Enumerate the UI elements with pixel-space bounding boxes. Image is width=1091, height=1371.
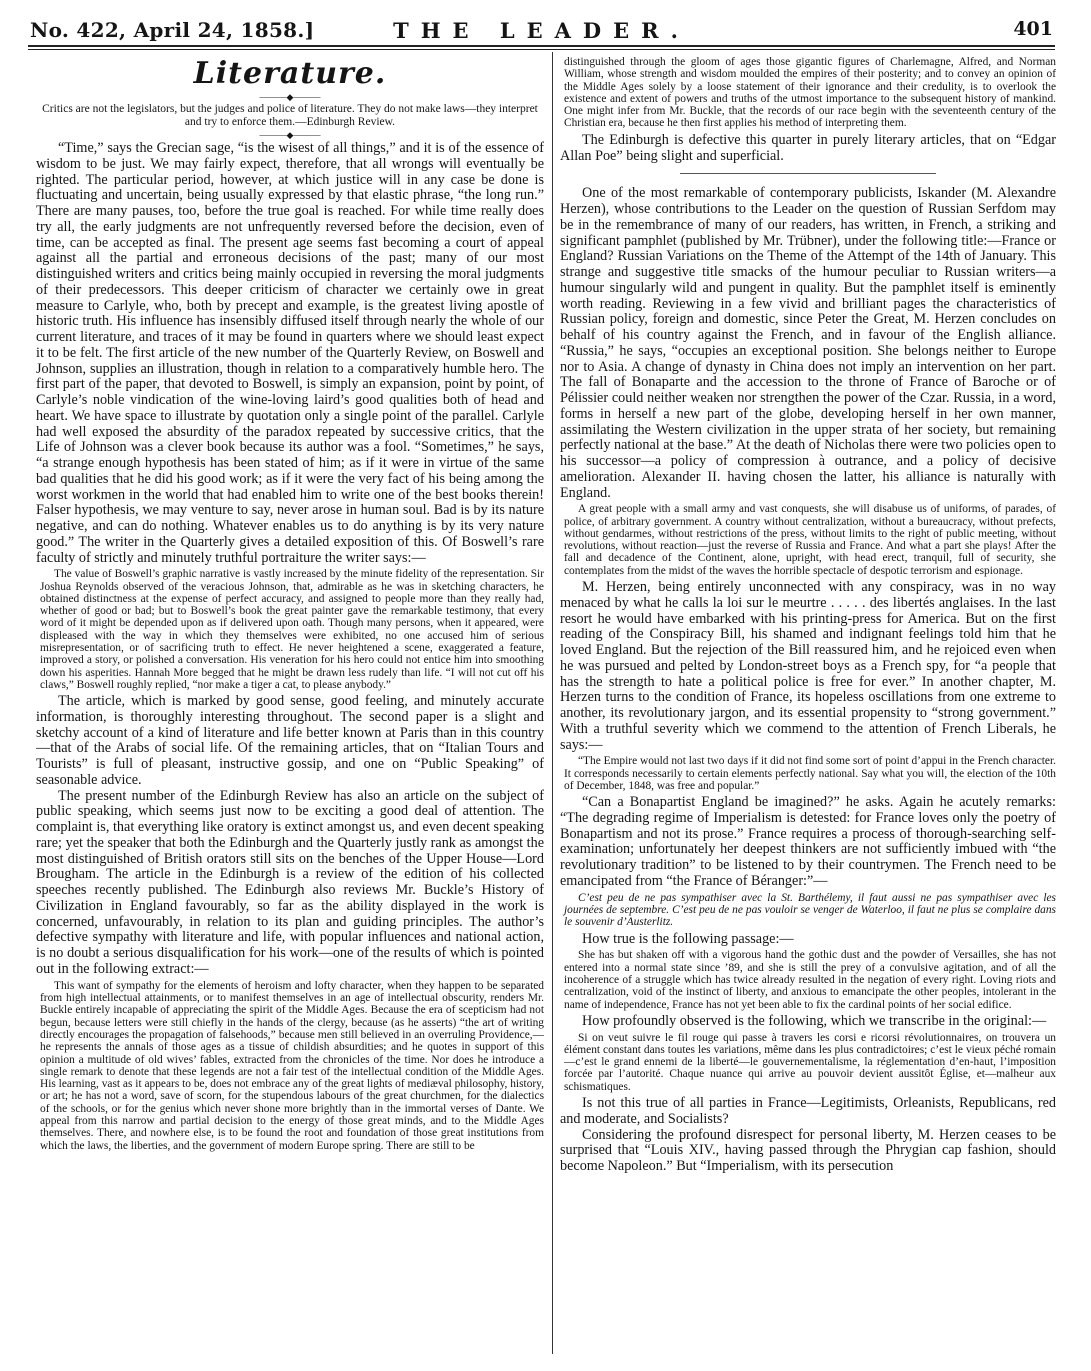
masthead-rule xyxy=(28,45,1055,47)
body-paragraph: Is not this true of all parties in France—Legitimists, Orleanists, Republicans, red and moderate, and Socialists? xyxy=(560,1095,1056,1127)
page-number: 401 xyxy=(1013,18,1053,40)
left-column xyxy=(36,54,544,1354)
body-paragraph: One of the most remarkable of contemporary publicists, Iskander (M. Alexandre Herzen), whose contributions to the Leader on the question of Russian Serfdom may be in the remembrance of many of our readers, has written, in French, a striking and significant pamphlet (published by Mr. Trübner), under the following title:—France or England? Russian Variations on the Theme of the Attempt of the 14th of January. This strange and suggestive title smacks of the humour peculiar to Russian writers—a humour singularly wild and pungent in quality. But the pamphlet itself is eminently worth reading. Reviewing in a few vivid and brilliant pages the characteristics of Russian policy, foreign and domestic, since Peter the Great, M. Herzen concludes on behalf of his country against the French, and in favour of the English alliance. “Russia,” he says, “occupies an exceptional position. She belongs neither to Europe nor to Asia. A change of dynasty in China does not imply an intervention on her part. The fall of Bonaparte and the accession to the throne of France of Baroche or of Pélissier could neither weaken nor strengthen the power of the Czar. Russia, in a word, forms in herself a new part of the globe, developing herself in her own manner, assimilating the Western civilization in the upper strata of her society, but remaining perfectly national at the base.” At the death of Nicholas there were two policies open to his successor—a policy of compression à outrance, and a policy of decisive amelioration. Alexander II. having chosen the latter, his alliance is naturally with England. xyxy=(560,185,1056,501)
block-quote: A great people with a small army and vast conquests, she will disabuse us of uniforms, of parades, of police, of arbitrary government. A country without centralization, without a bureaucracy, without prefects, without gendarmes, without restrictions of the press, without limits to the right of public meeting, without revolutions, without reaction—just the reverse of Russia and France. And what a part she plays! After the fall and decadence of the Continent, alone, upright, with head erect, tranquil, full of security, she contemplates from the midst of the waves the horrible spectacle of despotic terrorism and espionage. xyxy=(564,503,1056,577)
block-quote-french: Si on veut suivre le fil rouge qui passe à travers les corsi e ricorsi révolutionnaires, on trouvera un élément constant dans toutes les variations, même dans les plus contradictoires; c’est le vieux péché romain—c’est le grand ennemi de la liberté—le gouvernementalisme, la réglementation d’en-haut, l’imposition forcée par l’autorité. Chaque nuance qui arrive au pouvoir devient aussitôt Église, et—malheur aux schismatiques. xyxy=(564,1031,1056,1093)
block-quote: She has but shaken off with a vigorous hand the gothic dust and the powder of Versailles, she has not entered into a normal state since ’89, and she is still the prey of a convulsive agitation, and of all the incoherence of a struggle which has twice already resulted in the negation of every right. Loving riots and centralization, void of the instinct of liberty, and anxious to emancipate the other peoples, intolerant in the name of independence, France has not yet been able to fix the cardinal points of her social edifice. xyxy=(564,949,1056,1011)
article-separator xyxy=(680,173,936,174)
section-title: Literature. xyxy=(193,56,387,91)
body-paragraph: The present number of the Edinburgh Review has also an article on the subject of public speaking, which seems just now to be exciting a good deal of attention. The complaint is, that everything like oratory is extinct amongst us, and even decent speaking rare; yet the speaker that both the Edinburgh and the Quarterly justly rank as amongst the most distinguished of British orators still sits on the benches of the Upper House—Lord Brougham. The article in the Edinburgh is a review of the edition of his collected speeches recently published. The Edinburgh also reviews Mr. Buckle’s History of Civilization in England favourably, so far as the ability displayed in the work is concerned, unfavourably, in relation to its plan and guiding principles. The author’s defective sympathy with literature and life, with popular influences and national action, is no doubt a serious disqualification for his work—one of the results of which is pointed out in the following extract:— xyxy=(36,787,544,977)
epigraph: Critics are not the legislators, but the judges and police of literature. They do not make laws—they interpret and try to enforce them.—Edinburgh Review. xyxy=(42,103,538,128)
ornament-bottom: ———◆——— xyxy=(259,130,321,140)
column-divider xyxy=(552,52,553,1354)
block-quote: This want of sympathy for the elements of heroism and lofty character, when they happen to be separated from high intellectual attainments, or to manifest themselves in an age of intellectual obscurity, renders Mr. Buckle entirely incapable of appreciating the spirit of the Middle Ages. Because the era of scepticism had not begun, because letters were still chiefly in the hands of the clergy, because (as he asserts) “the art of writing directly encourages the propagation of falsehoods,” because men still believed in an overruling Providence,—he represents the annals of those ages as a tissue of childish absurdities; and he quotes in support of this opinion a multitude of old wives’ fables, extracted from the chronicles of the time. Nor does he introduce a single remark to denote that these legends are not a fair test of the intellectual condition of the Middle Ages. His learning, vast as it appears to be, does not embrace any of the great lights of mediæval philosophy, history, or art; he has not a word, save of scorn, for the stupendous labours of the great churchmen, for the dialectics of the schools, or for the genius which never shone more brightly than in the immortal verses of Dante. We appeal from this narrow and partial decision to the energy of those great minds, and to the Middle Ages themselves. There, and nowhere else, is to be found the root and foundation of those great institutions from which the laws, the liberties, and the government of modern Europe spring. There are still to be xyxy=(40,979,544,1152)
body-paragraph: The article, which is marked by good sense, good feeling, and minutely accurate information, is thoroughly interesting throughout. The second paper is a slight and sketchy account of a kind of literature and life better known at Paris than in this country—that of the Arabs of social life. Of the remaining articles, that on “Italian Tours and Tourists” is full of pleasant, instructive gossip, and one on “Public Speaking” of seasonable advice. xyxy=(36,693,544,788)
publication-title: THE LEADER. xyxy=(393,18,690,43)
body-paragraph: “Can a Bonapartist England be imagined?” he asks. Again he acutely remarks: “The degrading regime of Imperialism is detested: for France loves only the poetry of Bonapartism and not its prose.” France requires a process of thorough-searching self-examination; unfortunately her deepest thinkers are not sufficiently imbued with “the revolutionary tradition” to be listened to by their countrymen. The French need to be emancipated from “the France of Béranger:”— xyxy=(560,794,1056,889)
masthead xyxy=(30,18,1053,44)
body-paragraph: Considering the profound disrespect for personal liberty, M. Herzen ceases to be surprised that “Louis XIV., having passed through the Phrygian cap fashion, should become Napoleon.” But “Imperialism, with its persecution xyxy=(560,1126,1056,1175)
body-paragraph: How profoundly observed is the following, which we transcribe in the original:— xyxy=(582,1012,1047,1029)
block-quote: The value of Boswell’s graphic narrative is vastly increased by the minute fidelity of the representation. Sir Joshua Reynolds observed of the veracious Johnson, that, admirable as he was in sketching characters, he obtained distinctness at the expense of perfect accuracy, and assigned to people more than they really had, whether of good or bad; but to Boswell’s book the great painter gave the remarkable testimony, that every word of it might be depended upon as if delivered upon oath. Though many persons, when it appeared, were displeased with the way in which they themselves were exhibited, no one accused him of serious misrepresentation, or of sacrificing truth to effect. He never heightened a scene, exaggerated a feature, improved a story, or polished a conversation. His veneration for his hero could not entice him into smoothing down his asperities. Hannah More begged that he might be drawn less rudely than life. “I will not cut off his claws,” Boswell roughly replied, “nor make a tiger a cat, to please anybody.” xyxy=(40,568,544,691)
body-paragraph: “Time,” says the Grecian sage, “is the wisest of all things,” and it is of the essence of wisdom to be just. We may fairly expect, therefore, that all wrongs will eventually be righted. The particular period, however, at which justice will in any case be done is fluctuating and uncertain, being usually expressed by that elastic phrase, “the long run.” There are many pauses, too, before the true goal is reached. For while time really does try all, the early judgments are not unfrequently reversed before the decision, even of time, can be accepted as final. The present age seems fast becoming a court of appeal against all the partial and erroneous decisions of the past; many of our most distinguished writers and critics being mainly occupied in reversing the moral judgments of their predecessors. This deeper criticism of character we certainly owe in great measure to Carlyle, who, both by precept and example, is the greatest living apostle of historic truth. His influence has insensibly diffused itself through nearly the whole of our current literature, and traces of it may be found in quarters where we should least expect it to be felt. The first article of the new number of the Quarterly Review, on Boswell and Johnson, supplies an illustration, though in relation to a comparatively humble hero. The first part of the paper, that devoted to Boswell, is simply an expansion, point by point, of Carlyle’s noble vindication of the wine-loving laird’s good qualities both of head and heart. We have space to illustrate by quotation only a single point of the parallel. Carlyle had well exposed the absurdity of the paradox repeated by successive critics, that the Life of Johnson was a clever book because its author was a fool. “Sometimes,” he says, “a strange enough hypothesis has been stated of him; as if it were in virtue of the same bad qualities that he did his good work; as if it were the very fact of his being among the worst workmen in the world that had enabled him to write one of the best books therein! Falser hypothesis, we may venture to say, never arose in human soul. Bad is by its nature negative, and can do nothing. Whatever enables us to do anything is by its very nature good.” The writer in the Quarterly gives a detailed exposition of this. Of Boswell’s rare faculty of strictly and minutely truthful portraiture the writer says:— xyxy=(36,140,544,566)
block-quote-continued: distinguished through the gloom of ages those gigantic figures of Charlemagne, Alfred, and Norman William, whose strength and wisdom moulded the empires of their posterity; and to convey an opinion of the Middle Ages solely by a loose statement of their ignorance and their credulity, is to overlook the existence and extent of powers and truths of the utmost importance to the subsequent history of mankind. One might infer from Mr. Buckle, that the records of our race begin with the seventeenth century of the Christian era, because he then first applies his method of interpreting them. xyxy=(564,56,1056,130)
body-paragraph: How true is the following passage:— xyxy=(582,930,794,947)
block-quote-french: C’est peu de ne pas sympathiser avec la St. Barthélemy, il faut aussi ne pas sympathiser avec les journées de septembre. C’est peu de ne pas vouloir se venger de Waterloo, il faut ne plus se complaire dans le souvenir d’Austerlitz. xyxy=(564,891,1056,929)
body-paragraph: The Edinburgh is defective this quarter in purely literary articles, that on “Edgar Allan Poe” being slight and superficial. xyxy=(560,131,1056,164)
right-column xyxy=(560,54,1056,1354)
block-quote: “The Empire would not last two days if it did not find some sort of point d’appui in the French character. It corresponds necessarily to certain elements perfectly national. Say what you will, the election of the 10th of December, 1848, was free and popular.” xyxy=(564,755,1056,792)
ornament-top: ———◆——— xyxy=(259,92,321,102)
issue-number: No. 422, April 24, 1858.] xyxy=(30,18,315,42)
masthead-rule-thin xyxy=(28,49,1055,50)
body-paragraph: M. Herzen, being entirely unconnected with any conspiracy, was in no way menaced by what he calls la loi sur le meurtre . . . . . des libertés anglaises. In the last resort he would have embarked with his printing-press for America. But on the first reading of the Conspiracy Bill, his shamed and indignant feelings told him that he loved England. But the rejection of the Bill reassured him, and he rejoiced even when he was pursued and pelted by London-street boys as a French spy, for “a people that has the strength to hate a political police is free for ever.” In another chapter, M. Herzen turns to the condition of France, its hopeless oscillations from one extreme to another, its revolutionary jargon, and its essential propensity to “strong government.” With a truthful severity which we commend to the attention of French Liberals, he says:— xyxy=(560,579,1056,753)
